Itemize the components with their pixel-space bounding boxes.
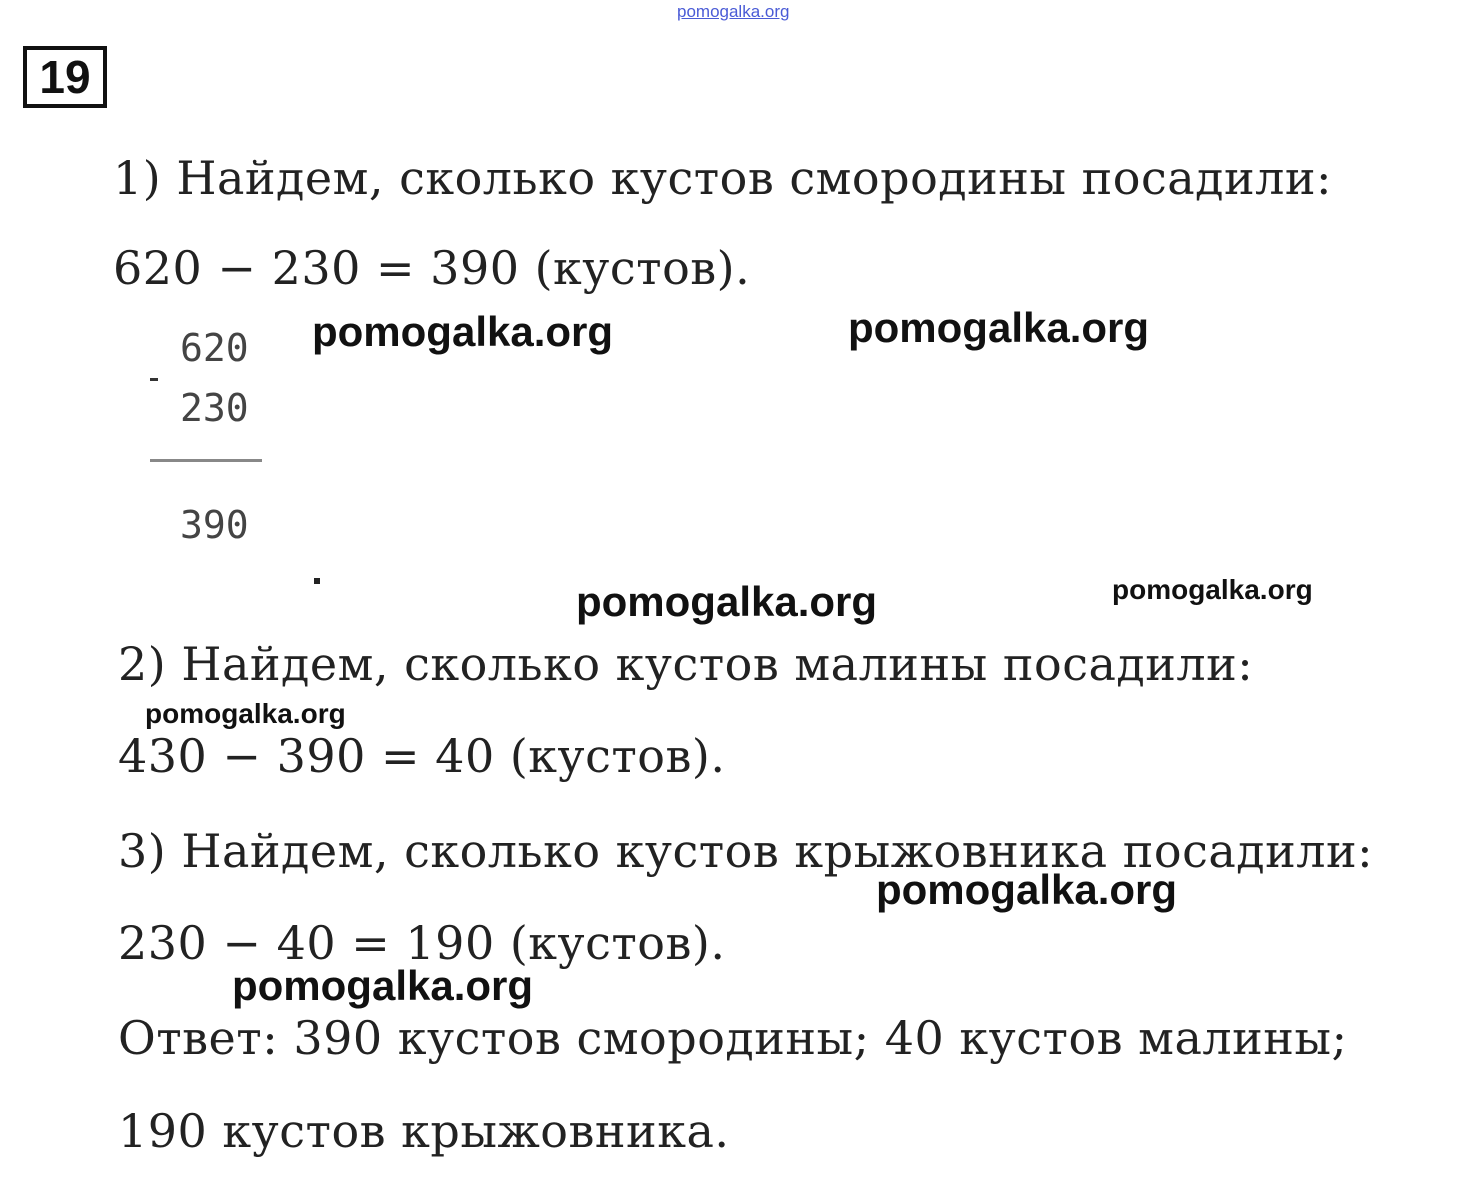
watermark: pomogalka.org (232, 962, 534, 1009)
stray-dot (314, 578, 320, 584)
top-watermark-link[interactable]: pomogalka.org (677, 2, 790, 21)
column-result: 390 (180, 503, 249, 547)
watermark: pomogalka.org (1112, 574, 1313, 605)
task-number-box: 19 (23, 46, 107, 108)
column-subtrahend: 230 (180, 386, 249, 430)
watermark: pomogalka.org (848, 304, 1150, 351)
column-divider-line (150, 459, 262, 462)
column-minuend: 620 (180, 326, 249, 370)
step3-equation: 230 − 40 = 190 (кустов). (118, 916, 726, 970)
column-minus-sign (150, 378, 158, 381)
step1-text: 1) Найдем, сколько кустов смородины посадили: (113, 151, 1333, 205)
step1-equation: 620 − 230 = 390 (кустов). (113, 241, 751, 295)
watermark: pomogalka.org (576, 578, 878, 625)
watermark: pomogalka.org (145, 698, 346, 729)
step2-equation: 430 − 390 = 40 (кустов). (118, 729, 726, 783)
watermark: pomogalka.org (312, 308, 614, 355)
step2-text: 2) Найдем, сколько кустов малины посадили: (118, 637, 1254, 691)
answer-line-2: 190 кустов крыжовника. (118, 1104, 730, 1158)
watermark: pomogalka.org (876, 866, 1178, 913)
step3-text: 3) Найдем, сколько кустов крыжовника посадили: (118, 824, 1374, 878)
answer-line-1: Ответ: 390 кустов смородины; 40 кустов малины; (118, 1011, 1348, 1065)
